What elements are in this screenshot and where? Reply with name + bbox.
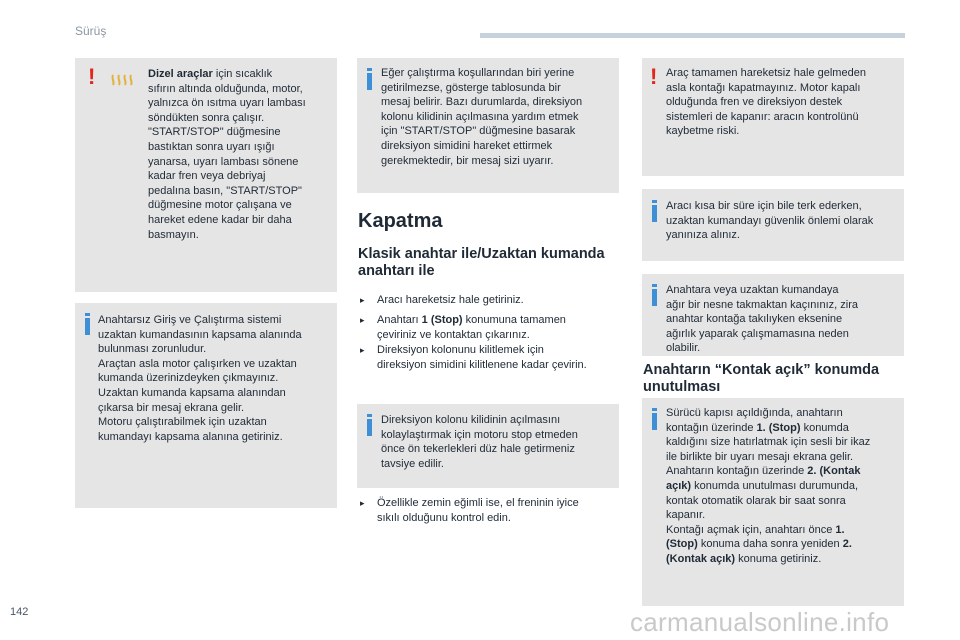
step-text: Anahtarı 1 (Stop) konumuna tamamen çeviriniz ve kontaktan çıkarınız. bbox=[377, 314, 566, 341]
bullet-icon: ▸ bbox=[360, 315, 365, 325]
text-line: basmayın. bbox=[148, 228, 199, 241]
text-line: ile birlikte bir uyarı mesajı ekrana gelir. bbox=[666, 450, 854, 463]
step-item bbox=[360, 343, 620, 373]
text-line: düğmesine motor çalışana ve bbox=[148, 199, 292, 212]
text-line: sıfırın altında olduğunda, motor, bbox=[148, 82, 303, 95]
section-heading: Kapatma bbox=[358, 210, 443, 232]
text-line: sistemleri de kapanır: aracın kontrolünü bbox=[666, 110, 859, 123]
text-line: kapanır. bbox=[666, 509, 706, 522]
text-line: bulunması zorunludur. bbox=[98, 343, 207, 356]
text-line: hareket edene kadar bir daha bbox=[148, 213, 292, 226]
diesel-text bbox=[148, 67, 333, 242]
text-line: için "START/STOP" düğmesine basarak bbox=[381, 125, 576, 138]
info-icon bbox=[367, 68, 372, 90]
text-line: gerekmektedir, bir mesaj sizi uyarır. bbox=[381, 154, 554, 167]
stationary-text bbox=[666, 66, 901, 139]
info-icon bbox=[367, 414, 372, 436]
info-icon bbox=[652, 200, 657, 222]
leave-vehicle-text bbox=[666, 199, 903, 243]
step-item bbox=[360, 293, 620, 308]
page-number: 142 bbox=[10, 606, 29, 618]
text-line: kumandayı kapsama alanına getiriniz. bbox=[98, 430, 283, 443]
text-line: Anahtara veya uzaktan kumandaya bbox=[666, 284, 839, 296]
text-line: yalnızca ön ısıtma uyarı lambası bbox=[148, 97, 306, 110]
text-line: Kontağı açmak için, anahtarı önce 1. bbox=[666, 523, 845, 536]
bullet-icon: ▸ bbox=[360, 295, 365, 305]
text-line: Sürücü kapısı açıldığında, anahtarın bbox=[666, 407, 843, 419]
text-line: Aracı kısa bir süre için bile terk ederken, bbox=[666, 200, 862, 212]
text-line: ağırlık yaparak çalışmamasına neden bbox=[666, 327, 849, 340]
watermark: carmanualsonline.info bbox=[630, 607, 890, 637]
text-line: asla kontağı kapatmayınız. Motor kapalı bbox=[666, 81, 861, 94]
text-line: Dizel araçlar için sıcaklık bbox=[148, 68, 273, 80]
text-line: söndükten sonra çalışır. bbox=[148, 111, 265, 124]
text-line: kolaylaştırmak için motoru stop etmeden bbox=[381, 428, 578, 441]
text-line: Direksiyon kolonu kilidinin açılmasını bbox=[381, 414, 561, 426]
text-line: kontak otomatik olarak bir saat sonra bbox=[666, 494, 846, 507]
text-line: yanınıza alınız. bbox=[666, 229, 740, 242]
text-line: Araç tamamen hareketsiz hale gelmeden bbox=[666, 67, 866, 79]
text-line: olabilir. bbox=[666, 342, 701, 355]
text-line: uzaktan kumandayı güvenlik önlemi olarak bbox=[666, 214, 874, 227]
text-line: kaldığını size hatırlatmak için sesli bir ikaz bbox=[666, 436, 871, 449]
text-line: kolonu kilidinin açılmasına yardım etmek bbox=[381, 110, 579, 123]
keyless-text bbox=[98, 313, 333, 444]
text-line: çıkarsa bir mesaj ekrana gelir. bbox=[98, 401, 245, 414]
text-line: Uzaktan kumanda kapsama alanından bbox=[98, 386, 286, 399]
warning-icon: ! bbox=[650, 64, 658, 89]
text-line: bastıktan sonra uyarı ışığı bbox=[148, 140, 275, 153]
step-text: Direksiyon kolonunu kilitlemek için direksiyon simidini kilitlenene kadar çevirin. bbox=[377, 344, 587, 371]
key-forgotten-text bbox=[666, 406, 903, 567]
step-item bbox=[360, 313, 620, 343]
key-weight-text bbox=[666, 283, 901, 356]
diesel-bold: Dizel araçlar bbox=[148, 68, 213, 80]
text-line: tavsiye edilir. bbox=[381, 457, 444, 470]
bullet-icon: ▸ bbox=[360, 345, 365, 355]
chapter-title: Sürüş bbox=[75, 24, 107, 38]
text-line: getirilmezse, gösterge tablosunda bir bbox=[381, 81, 561, 94]
step-text: Aracı hareketsiz hale getiriniz. bbox=[377, 294, 524, 306]
text-line: Eğer çalıştırma koşullarından biri yerine bbox=[381, 67, 575, 79]
text-line: Anahtarın kontağın üzerinde 2. (Kontak bbox=[666, 465, 861, 478]
text-line: olduğunda fren ve direksiyon destek bbox=[666, 96, 843, 109]
text-line: kadar fren veya debriyaj bbox=[148, 170, 266, 183]
text-line: yanarsa, uyarı lambası sönene bbox=[148, 155, 299, 168]
text-line: (Stop) konuma daha sonra yeniden 2. bbox=[666, 538, 852, 551]
text-line: mesaj belirir. Bazı durumlarda, direksiyon bbox=[381, 96, 583, 109]
info-icon bbox=[652, 284, 657, 306]
step-item bbox=[360, 496, 620, 526]
text-line: Araçtan asla motor çalışırken ve uzaktan bbox=[98, 357, 297, 370]
text-line: kaybetme riski. bbox=[666, 125, 740, 138]
info-icon bbox=[652, 408, 657, 430]
text-line: (Kontak açık) konuma getiriniz. bbox=[666, 552, 822, 565]
step-text: Özellikle zemin eğimli ise, el freninin iyice sıkılı olduğunu kontrol edin. bbox=[377, 497, 579, 524]
text-line: direksiyon simidini hareket ettirmek bbox=[381, 139, 553, 152]
subsection-heading: Anahtarın “Kontak açık” konumda unutulması bbox=[643, 362, 880, 395]
text-line: "START/STOP" düğmesine bbox=[148, 126, 281, 139]
text-line: Motoru çalıştırabilmek için uzaktan bbox=[98, 416, 267, 429]
column-lock-text bbox=[381, 413, 616, 471]
text-line: kumanda üzerinizdeyken çıkmayınız. bbox=[98, 372, 279, 385]
text-line: uzaktan kumandasının kapsama alanında bbox=[98, 328, 302, 341]
text-line: anahtar kontağa takılıyken eksenine bbox=[666, 313, 843, 326]
subsection-heading: Klasik anahtar ile/Uzaktan kumanda anahtarı ile bbox=[358, 246, 605, 279]
text-line: kontağın üzerinde 1. (Stop) konumda bbox=[666, 421, 849, 434]
conditions-text bbox=[381, 66, 616, 168]
text-line: açık) konumda unutulması durumunda, bbox=[666, 479, 859, 492]
text-line: ağır bir nesne takmaktan kaçınınız, zira bbox=[666, 298, 858, 311]
glow-plug-icon bbox=[110, 72, 136, 88]
text-line: pedalına basın, "START/STOP" bbox=[148, 184, 302, 197]
header-bar bbox=[480, 33, 905, 38]
text-line: Anahtarsız Giriş ve Çalıştırma sistemi bbox=[98, 314, 282, 326]
warning-icon: ! bbox=[88, 64, 96, 89]
bullet-icon: ▸ bbox=[360, 498, 365, 508]
text-line: önce ön tekerlekleri düz hale getirmeniz bbox=[381, 443, 575, 456]
info-icon bbox=[85, 313, 90, 335]
